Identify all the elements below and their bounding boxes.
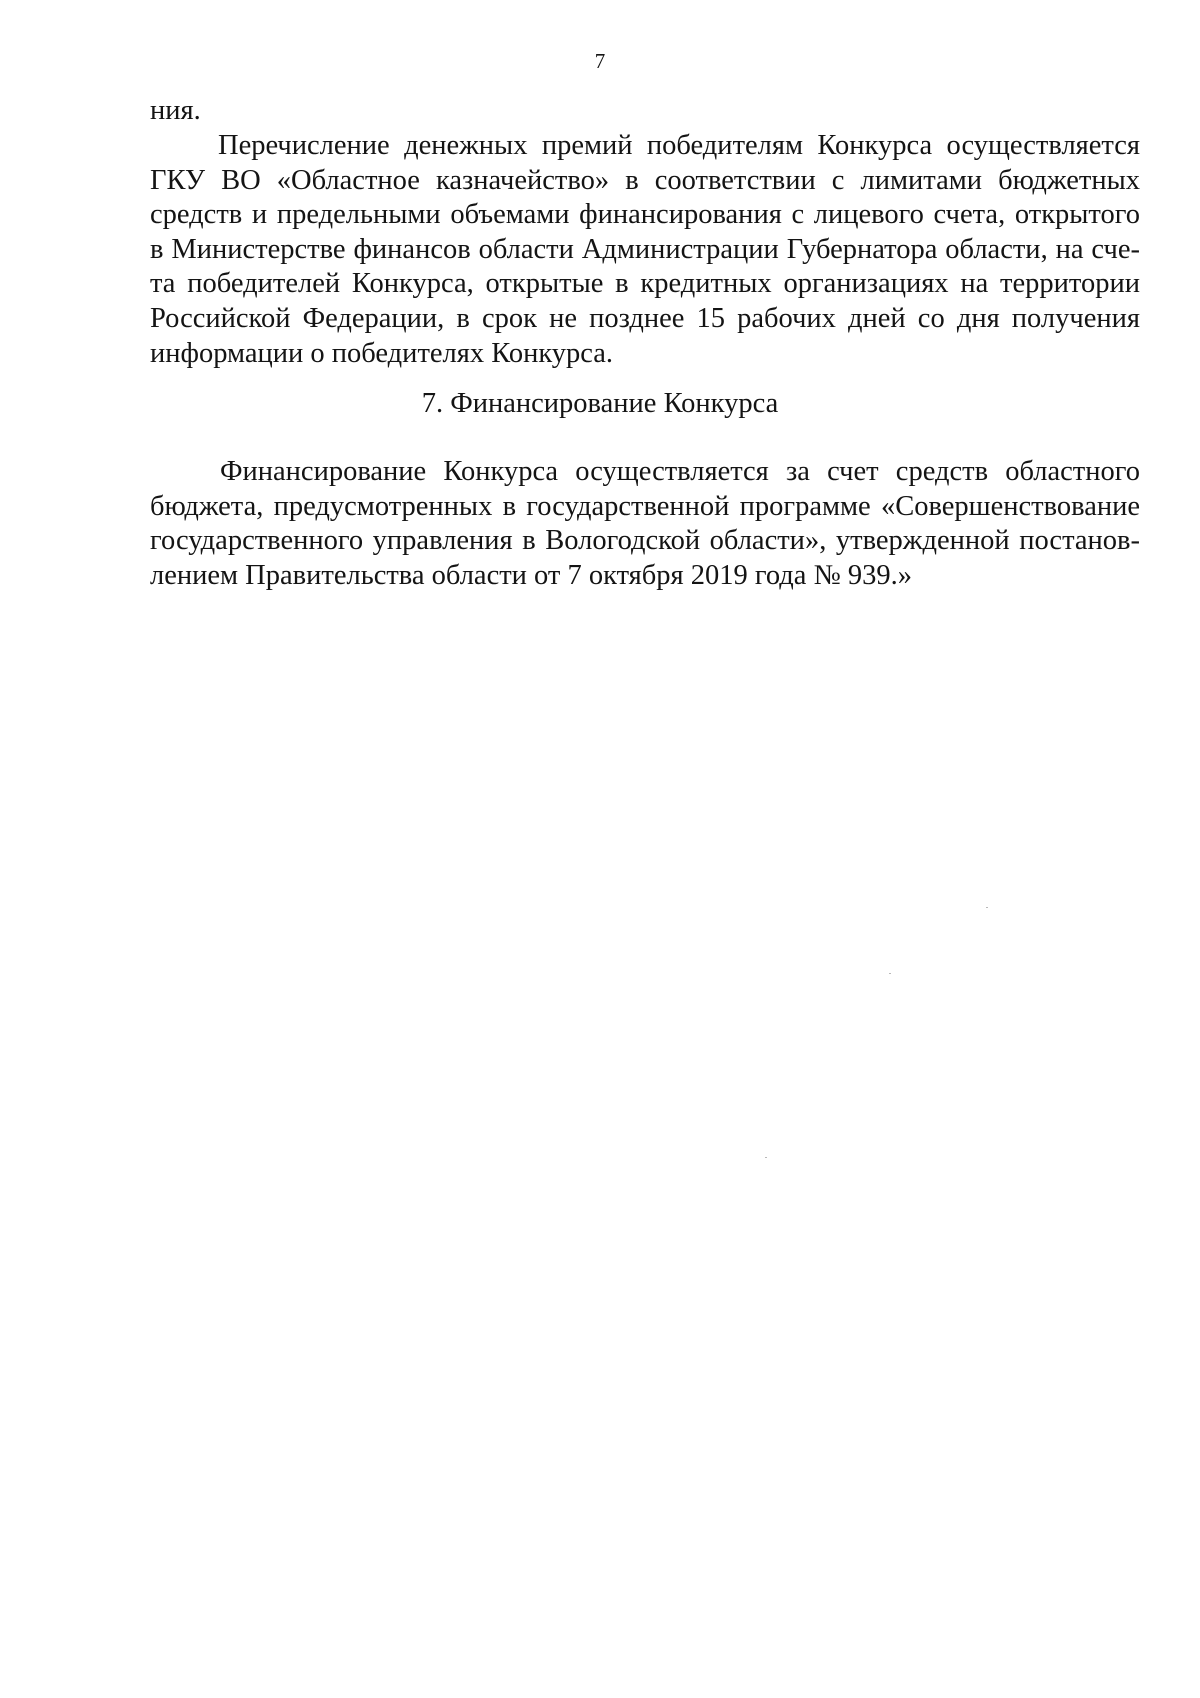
page-number: 7	[594, 49, 606, 73]
scan-speck	[765, 1157, 767, 1158]
continuation-text: ния.	[150, 95, 201, 126]
section-heading: 7. Финансирование Конкурса	[421, 388, 779, 419]
paragraph-prize-transfer: Перечисление денежных премий победителям Конкурса осуществляется ГКУ ВО «Областное казначейство» в соответствии с лимитами бюджетных средств и предельными объемами финансирования с лицевого счета, открытого в Министерстве финансов области Администрации Губернатора области, на счета победителей Конкурса, открытые в кредитных организациях на территории Российской Федерации, в срок не позднее 15 рабочих дней со дня получения информации о победителях Конкурса.	[150, 130, 1140, 369]
scan-speck	[986, 907, 988, 908]
scan-speck	[889, 973, 891, 974]
paragraph-financing: Финансирование Конкурса осуществляется за счет средств областного бюджета, предусмотренных в государственной программе «Совершенствование государственного управления в Вологодской области», утвержденной постановлением Правительства области от 7 октября 2019 года № 939.»	[150, 456, 1140, 591]
